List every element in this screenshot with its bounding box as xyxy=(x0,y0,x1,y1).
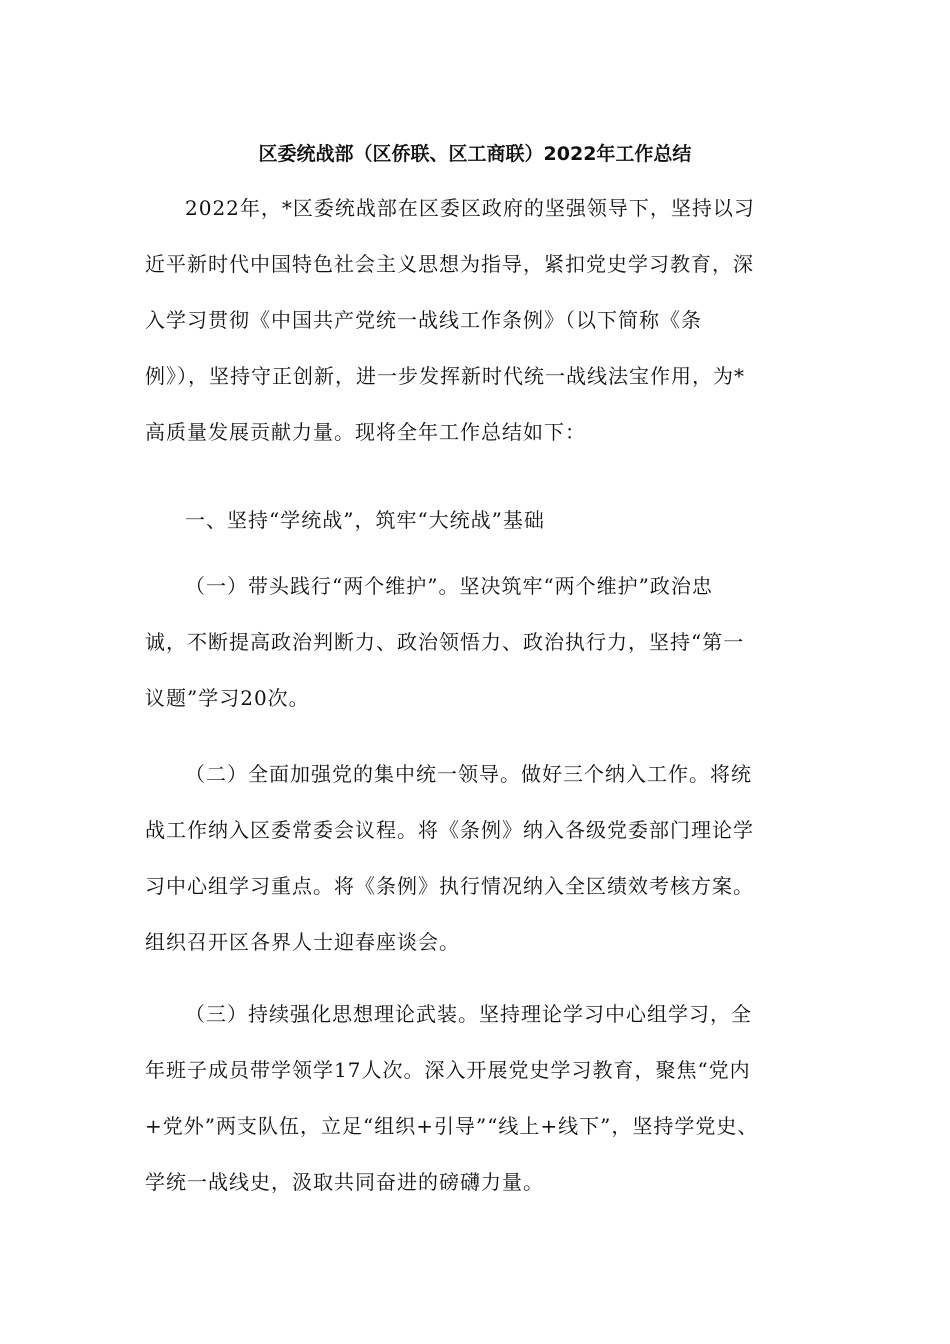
subsection-paragraph-2 xyxy=(145,746,813,970)
section-heading xyxy=(145,492,813,548)
intro-paragraph xyxy=(145,180,813,460)
subsection-paragraph-3 xyxy=(145,986,813,1210)
paragraph-line: （二）全面加强党的集中统一领导。做好三个纳入工作。将统 xyxy=(185,762,752,786)
paragraph-line: 高质量发展贡献力量。现将全年工作总结如下： xyxy=(145,420,586,444)
paragraph-line: 诚，不断提高政治判断力、政治领悟力、政治执行力，坚持“第一 xyxy=(145,630,745,654)
paragraph-line: 组织召开区各界人士迎春座谈会。 xyxy=(145,930,460,954)
paragraph-line: 战工作纳入区委常委会议程。将《条例》纳入各级党委部门理论学 xyxy=(145,818,754,842)
paragraph-line: 例》），坚持守正创新，进一步发挥新时代统一战线法宝作用，为* xyxy=(145,364,745,388)
document-title: 区委统战部（区侨联、区工商联）2022年工作总结 xyxy=(258,143,692,165)
paragraph-line: 年班子成员带学领学17人次。深入开展党史学习教育，聚焦“党内 xyxy=(145,1058,751,1082)
paragraph-line: 一、坚持“学统战”，筑牢“大统战”基础 xyxy=(185,508,545,532)
paragraph-line: 习中心组学习重点。将《条例》执行情况纳入全区绩效考核方案。 xyxy=(145,874,754,898)
paragraph-line: 2022年，*区委统战部在区委区政府的坚强领导下，坚持以习 xyxy=(185,196,755,220)
paragraph-line: 近平新时代中国特色社会主义思想为指导，紧扣党史学习教育，深 xyxy=(145,252,754,276)
paragraph-line: （一）带头践行“两个维护”。坚决筑牢“两个维护”政治忠 xyxy=(185,574,713,598)
paragraph-line: 议题”学习20次。 xyxy=(145,686,310,710)
paragraph-line: +党外”两支队伍，立足“组织+引导”“线上+线下”，坚持学党史、 xyxy=(145,1114,759,1138)
paragraph-line: 入学习贯彻《中国共产党统一战线工作条例》（以下简称《条 xyxy=(145,308,702,332)
paragraph-line: （三）持续强化思想理论武装。坚持理论学习中心组学习，全 xyxy=(185,1002,752,1026)
subsection-paragraph-1 xyxy=(145,558,813,726)
paragraph-line: 学统一战线史，汲取共同奋进的磅礴力量。 xyxy=(145,1170,544,1194)
